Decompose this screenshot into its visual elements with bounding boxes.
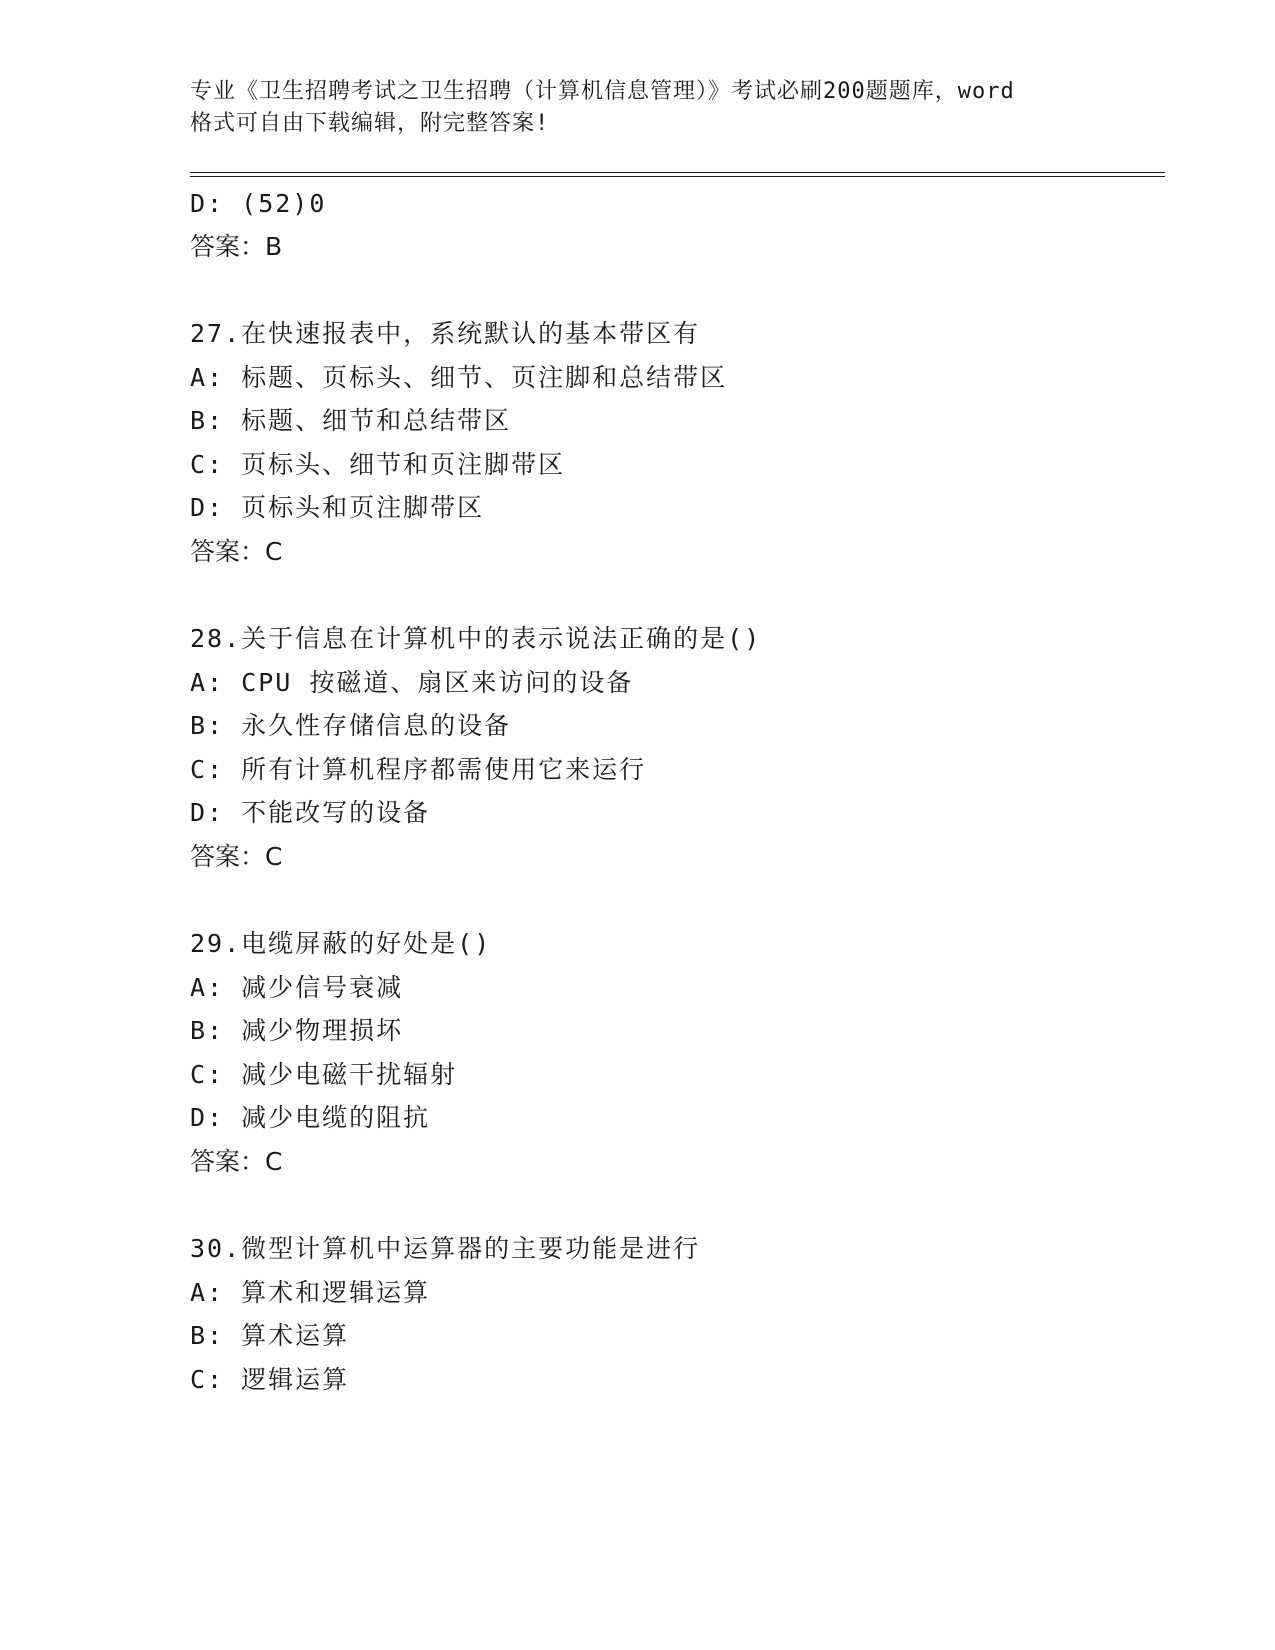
option-c: C: 所有计算机程序都需使用它来运行 xyxy=(190,755,647,784)
question-stem: 28.关于信息在计算机中的表示说法正确的是() xyxy=(190,624,762,653)
option-a: A: CPU 按磁道、扇区来访问的设备 xyxy=(190,668,634,697)
option-b: B: 标题、细节和总结带区 xyxy=(190,406,512,435)
answer: 答案：C xyxy=(190,537,283,566)
option-b: B: 算术运算 xyxy=(190,1321,350,1350)
option-d: D: 不能改写的设备 xyxy=(190,798,431,827)
option-c: C: 减少电磁干扰辐射 xyxy=(190,1060,458,1089)
option-c: C: 页标头、细节和页注脚带区 xyxy=(190,450,566,479)
answer: 答案：B xyxy=(190,232,283,261)
option-c: C: 逻辑运算 xyxy=(190,1365,350,1394)
option-b: B: 永久性存储信息的设备 xyxy=(190,711,512,740)
header-line-2: 格式可自由下载编辑，附完整答案! xyxy=(190,111,550,136)
header-rule-bottom xyxy=(190,176,1165,177)
question-stem: 30.微型计算机中运算器的主要功能是进行 xyxy=(190,1234,701,1263)
option-b: B: 减少物理损坏 xyxy=(190,1016,404,1045)
option-d: D: 页标头和页注脚带区 xyxy=(190,493,485,522)
document-header xyxy=(190,76,1090,140)
answer: 答案：C xyxy=(190,842,283,871)
option-a: A: 减少信号衰减 xyxy=(190,973,404,1002)
option-a: A: 算术和逻辑运算 xyxy=(190,1278,431,1307)
header-rule-top xyxy=(190,172,1165,173)
option-d: D: 减少电缆的阻抗 xyxy=(190,1103,431,1132)
option-a: A: 标题、页标头、细节、页注脚和总结带区 xyxy=(190,363,728,392)
question-stem: 27.在快速报表中，系统默认的基本带区有 xyxy=(190,319,701,348)
answer: 答案：C xyxy=(190,1147,283,1176)
question-stem: 29.电缆屏蔽的好处是() xyxy=(190,929,492,958)
header-line-1: 专业《卫生招聘考试之卫生招聘（计算机信息管理）》考试必刷200题题库，word xyxy=(190,79,1015,104)
option-d: D: (52)0 xyxy=(190,189,327,218)
